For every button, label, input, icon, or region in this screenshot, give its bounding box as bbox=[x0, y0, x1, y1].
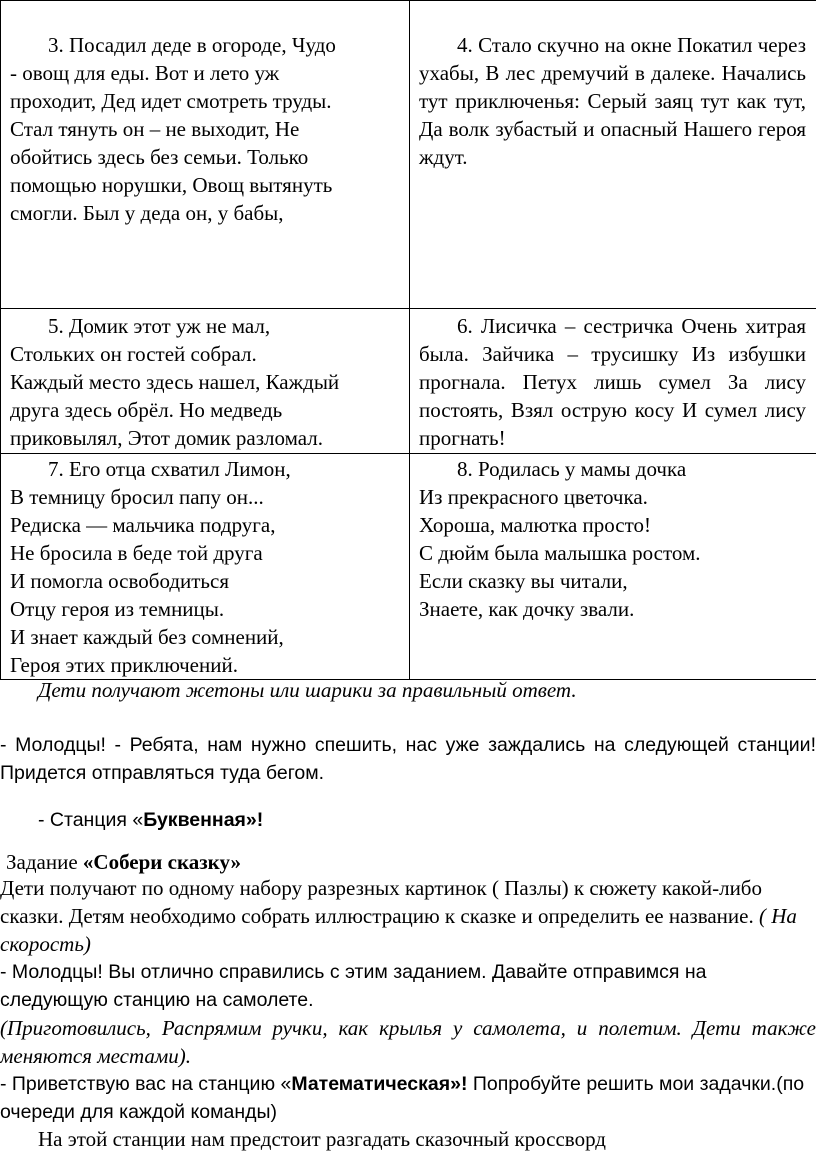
task-description bbox=[0, 874, 816, 958]
riddle-line: 3. Посадил деде в огороде, Чудо bbox=[48, 33, 336, 57]
riddle-line: 7. Его отца схватил Лимон, bbox=[48, 457, 291, 481]
riddle-line: обойтись здесь без семьи. Только bbox=[10, 145, 309, 169]
riddle-cell-5 bbox=[1, 309, 410, 454]
tokens-note: Дети получают жетоны или шарики за правильный ответ. bbox=[38, 678, 577, 702]
table-row bbox=[1, 454, 816, 680]
riddle-line: друга здесь обрёл. Но медведь bbox=[10, 398, 283, 422]
task-prefix: Задание bbox=[6, 850, 83, 874]
riddle-line: Не бросила в беде той друга bbox=[10, 541, 263, 565]
table-row bbox=[1, 1, 816, 309]
math-prefix: - Приветствую вас на станцию « bbox=[0, 1073, 292, 1095]
riddle-line: Героя этих приключений. bbox=[10, 653, 238, 677]
riddle-line: приковылял, Этот домик разломал. bbox=[10, 426, 324, 450]
well-done-paragraph: - Молодцы! Вы отлично справились с этим заданием. Давайте отправимся на следующую станцию на самолете. bbox=[0, 961, 707, 1011]
riddle-line: Знаете, как дочку звали. bbox=[419, 597, 635, 621]
hurry-paragraph: - Молодцы! - Ребята, нам нужно спешить, нас уже заждались на следующей станции! Придется отправляться туда бегом. bbox=[0, 734, 816, 784]
riddle-line: Если сказку вы читали, bbox=[419, 569, 628, 593]
riddle-line: Отцу героя из темницы. bbox=[10, 597, 225, 621]
riddle-cell-6 bbox=[410, 309, 816, 454]
riddle-line: проходит, Дед идет смотреть труды. bbox=[10, 89, 332, 113]
riddle-line: Стал тянуть он – не выходит, Не bbox=[10, 117, 300, 141]
riddle-line: Стольких он гостей собрал. bbox=[10, 342, 257, 366]
riddle-line: 8. Родилась у мамы дочка bbox=[457, 457, 687, 481]
riddle-cell-4 bbox=[410, 1, 816, 309]
math-station-paragraph bbox=[0, 1070, 816, 1126]
crossword-line: На этой станции нам предстоит разгадать сказочный кроссворд bbox=[38, 1127, 606, 1151]
riddle-cell-8 bbox=[410, 454, 816, 680]
station-letters-heading bbox=[0, 806, 816, 834]
riddle-line: 5. Домик этот уж не мал, bbox=[48, 314, 271, 338]
riddle-line: Каждый место здесь нашел, Каждый bbox=[10, 370, 340, 394]
riddle-line: И знает каждый без сомнений, bbox=[10, 625, 284, 649]
task-speed-note: ( На скорость) bbox=[0, 904, 797, 956]
math-suffix: Попробуйте решить мои задачки.(по очереди для каждой команды) bbox=[0, 1073, 805, 1123]
riddle-line: В темницу бросил папу он... bbox=[10, 485, 264, 509]
riddle-line: С дюйм была малышка ростом. bbox=[419, 541, 701, 565]
plane-instruction: (Приготовились, Распрямим ручки, как крылья у самолета, и полетим. Дети также меняются местами). bbox=[0, 1016, 816, 1068]
riddle-line: - овощ для еды. Вот и лето уж bbox=[10, 61, 280, 85]
riddle-line: Хороша, малютка просто! bbox=[419, 513, 651, 537]
riddle-line: смогли. Был у деда он, у бабы, bbox=[10, 201, 284, 225]
station-name: Буквенная»! bbox=[143, 809, 264, 831]
riddle-line: И помогла освободиться bbox=[10, 569, 229, 593]
riddle-text: 6. Лисичка – сестричка Очень хитрая была. Зайчика – трусишку Из избушки прогнала. Петух лишь сумел За лису постоять, Взял острую косу И сумел лису прогнать! bbox=[419, 314, 806, 450]
task-name: «Собери сказку» bbox=[82, 850, 242, 874]
math-station-name: Математическая»! bbox=[291, 1073, 468, 1095]
task-heading bbox=[0, 848, 816, 876]
station-prefix: - Станция « bbox=[38, 809, 144, 831]
riddle-cell-3 bbox=[1, 1, 410, 309]
task-desc-text: Дети получают по одному набору разрезных картинок ( Пазлы) к сюжету какой-либо сказки. Детям необходимо собрать иллюстрацию к сказке и определить ее название. bbox=[0, 876, 762, 928]
riddle-line: Редиска — мальчика подруга, bbox=[10, 513, 276, 537]
riddle-cell-7 bbox=[1, 454, 410, 680]
riddle-line: помощью норушки, Овощ вытянуть bbox=[10, 173, 333, 197]
table-row bbox=[1, 309, 816, 454]
riddle-text: 4. Стало скучно на окне Покатил через ухабы, В лес дремучий в далеке. Начались тут приключенья: Серый заяц тут как тут, Да волк зубастый и опасный Нашего героя ждут. bbox=[419, 33, 806, 169]
riddle-line: Из прекрасного цветочка. bbox=[419, 485, 648, 509]
